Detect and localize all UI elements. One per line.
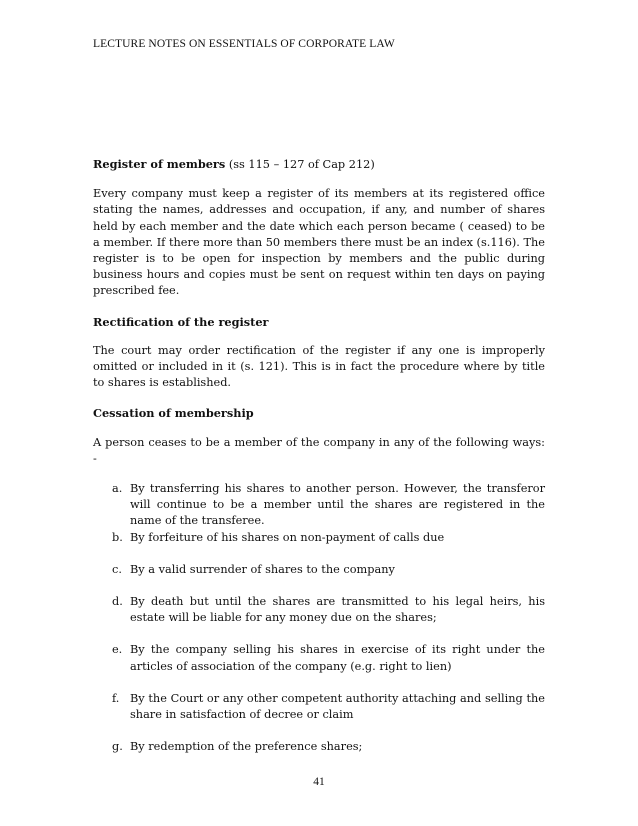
list-marker: g.	[112, 740, 123, 754]
register-paragraph: Every company must keep a register of its members at its registered office stating the names, addresses and occupation, if any, and number of shares held by each member and the date which each person became ( ceased) to be a member. If there more than 50 members there must be an index (s.116). The register is to be open for inspection by members and the public during business hours and copies must be sent on request within ten days on paying prescribed fee.	[93, 187, 545, 298]
cessation-heading: Cessation of membership	[93, 406, 254, 421]
list-marker: a.	[112, 482, 123, 496]
page-body	[93, 156, 545, 755]
page-number: 41	[313, 776, 325, 788]
running-header: LECTURE NOTES ON ESSENTIALS OF CORPORATE LAW	[93, 38, 395, 50]
register-heading-line	[93, 156, 545, 173]
rectification-heading: Rectification of the register	[93, 314, 269, 329]
rectification-paragraph: The court may order rectification of the register if any one is improperly omitted or included in it (s. 121). This is in fact the procedure where by title to shares is established.	[93, 343, 545, 390]
list-item-text: By transferring his shares to another person. However, the transferor will continue to be a member until the shares are registered in the name of the transferee.	[130, 482, 545, 528]
register-heading: Register of members	[93, 157, 226, 171]
list-item-text: By the Court or any other competent authority attaching and selling the share in satisfaction of decree or claim	[130, 691, 545, 722]
register-heading-note: (ss 115 – 127 of Cap 212)	[225, 158, 375, 171]
list-item	[93, 481, 545, 530]
cessation-list	[93, 481, 545, 755]
list-marker: f.	[112, 691, 120, 705]
list-item-text: By redemption of the preference shares;	[130, 740, 363, 754]
list-item	[93, 530, 545, 546]
list-marker: e.	[112, 643, 123, 657]
list-item	[93, 594, 545, 626]
list-marker: c.	[112, 562, 122, 576]
list-item-text: By death but until the shares are transmitted to his legal heirs, his estate will be liable for any money due on the shares;	[130, 595, 545, 625]
list-item-text: By the company selling his shares in exercise of its right under the articles of association of the company (e.g. right to lien)	[130, 643, 545, 673]
list-item	[93, 642, 545, 674]
list-marker: b.	[112, 530, 123, 544]
list-item-text: By a valid surrender of shares to the company	[130, 562, 395, 576]
list-item	[93, 562, 545, 578]
list-item	[93, 739, 545, 755]
cessation-intro: A person ceases to be a member of the company in any of the following ways: -	[93, 435, 545, 465]
list-item-text: By forfeiture of his shares on non-payment of calls due	[130, 530, 445, 544]
list-item	[93, 691, 545, 723]
list-marker: d.	[112, 595, 123, 609]
